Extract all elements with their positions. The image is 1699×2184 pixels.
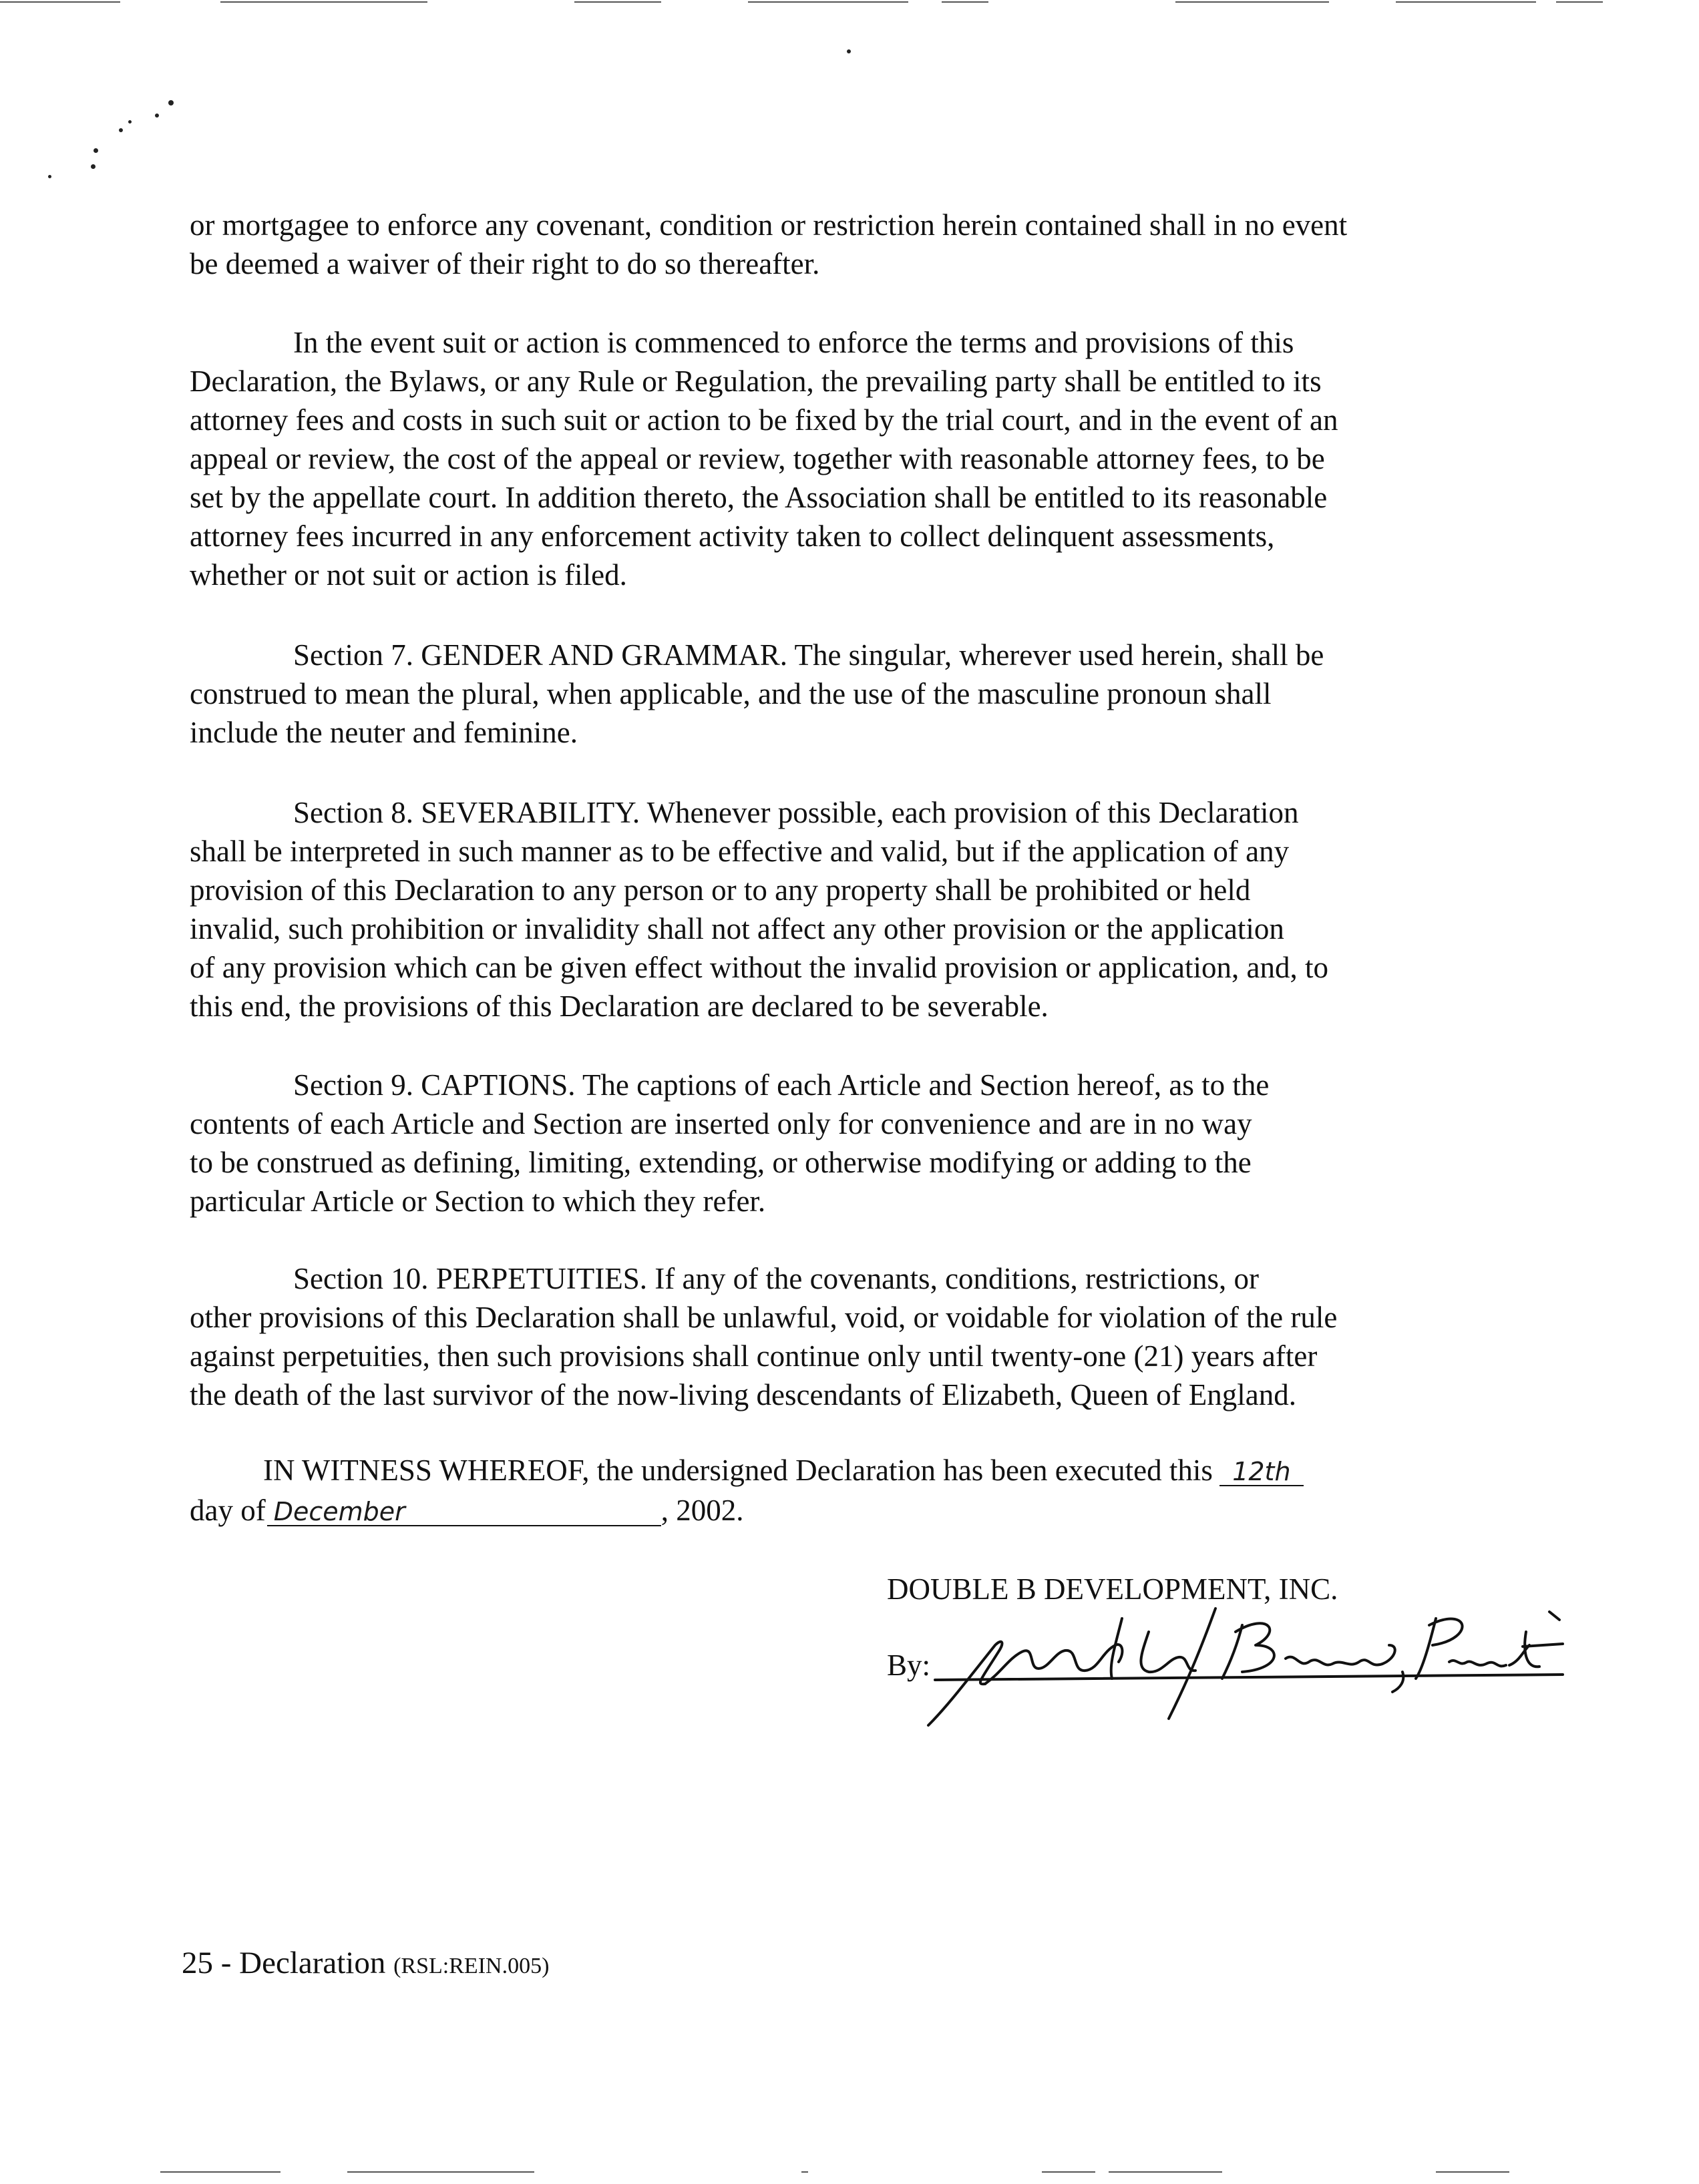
witness-line-1	[190, 1450, 1499, 1490]
section-7-gender-and-grammar	[190, 636, 1499, 752]
text-line: be deemed a waiver of their right to do so thereafter.	[190, 247, 820, 280]
text-line: construed to mean the plural, when applicable, and the use of the masculine pronoun shall	[190, 677, 1272, 710]
document-reference: (RSL:REIN.005)	[393, 1954, 550, 1978]
text-line: this end, the provisions of this Declaration are declared to be severable.	[190, 990, 1049, 1023]
text-line: to be construed as defining, limiting, extending, or otherwise modifying or adding to the	[190, 1146, 1252, 1179]
text-line: include the neuter and feminine.	[190, 716, 578, 749]
section-8-severability	[190, 793, 1499, 1026]
text-line: provision of this Declaration to any person or to any property shall be prohibited or held	[190, 873, 1251, 907]
text-line: or mortgagee to enforce any covenant, condition or restriction herein contained shall in no event	[190, 208, 1348, 242]
company-name: DOUBLE B DEVELOPMENT, INC.	[887, 1572, 1338, 1606]
text-line: In the event suit or action is commenced to enforce the terms and provisions of this	[293, 326, 1294, 359]
section-9-captions	[190, 1066, 1499, 1221]
scan-speck	[93, 148, 98, 153]
text-line: Section 7. GENDER AND GRAMMAR. The singular, wherever used herein, shall be	[293, 638, 1324, 672]
text-line: contents of each Article and Section are inserted only for convenience and are in no way	[190, 1107, 1252, 1140]
text-line: against perpetuities, then such provisions shall continue only until twenty-one (21) years after	[190, 1339, 1318, 1373]
witness-text: IN WITNESS WHEREOF, the undersigned Declaration has been executed this	[263, 1454, 1213, 1487]
scan-speck	[128, 120, 132, 124]
scan-speck	[48, 175, 51, 178]
text-line: Section 10. PERPETUITIES. If any of the covenants, conditions, restrictions, or	[293, 1262, 1259, 1295]
scan-speck	[847, 49, 851, 53]
scan-speck	[119, 128, 123, 132]
text-line: invalid, such prohibition or invalidity shall not affect any other provision or the application	[190, 912, 1284, 945]
text-line: attorney fees and costs in such suit or action to be fixed by the trial court, and in the event of an	[190, 403, 1338, 437]
text-line: attorney fees incurred in any enforcement activity taken to collect delinquent assessments,	[190, 519, 1275, 553]
text-line: particular Article or Section to which they refer.	[190, 1184, 766, 1218]
witness-clause	[190, 1450, 1499, 1530]
text-line: of any provision which can be given effect without the invalid provision or application, and, to	[190, 951, 1329, 984]
text-line: set by the appellate court. In addition thereto, the Association shall be entitled to its reasonable	[190, 481, 1328, 514]
month-filled-field: December	[267, 1498, 661, 1526]
by-label: By:	[887, 1649, 931, 1682]
section-10-perpetuities	[190, 1259, 1499, 1414]
page-footer	[182, 1943, 549, 1986]
scan-speck	[91, 164, 96, 169]
text-line: whether or not suit or action is filed.	[190, 558, 627, 592]
text-line: Section 8. SEVERABILITY. Whenever possible, each provision of this Declaration	[293, 796, 1299, 829]
scan-speck	[155, 114, 159, 118]
text-line: Declaration, the Bylaws, or any Rule or Regulation, the prevailing party shall be entitled to its	[190, 365, 1322, 398]
day-filled-field: 12th	[1219, 1458, 1304, 1486]
witness-line-2	[190, 1490, 1499, 1530]
scan-edge-bottom	[0, 2170, 1699, 2175]
scan-edge-top	[0, 0, 1699, 5]
year-text: , 2002.	[660, 1494, 744, 1527]
day-of-label: day of	[190, 1494, 266, 1527]
paragraph-attorney-fees	[190, 323, 1499, 594]
text-line: the death of the last survivor of the now-living descendants of Elizabeth, Queen of England.	[190, 1378, 1297, 1411]
page-label: 25 - Declaration	[182, 1946, 386, 1980]
paragraph-continuation	[190, 206, 1499, 283]
scan-speck	[168, 100, 174, 105]
text-line: Section 9. CAPTIONS. The captions of each Article and Section hereof, as to the	[293, 1068, 1270, 1102]
text-line: appeal or review, the cost of the appeal or review, together with reasonable attorney fees, to be	[190, 442, 1325, 475]
text-line: other provisions of this Declaration shall be unlawful, void, or voidable for violation of the rule	[190, 1301, 1338, 1334]
text-line: shall be interpreted in such manner as to be effective and valid, but if the application of any	[190, 835, 1290, 868]
handwritten-signature	[922, 1605, 1596, 1732]
